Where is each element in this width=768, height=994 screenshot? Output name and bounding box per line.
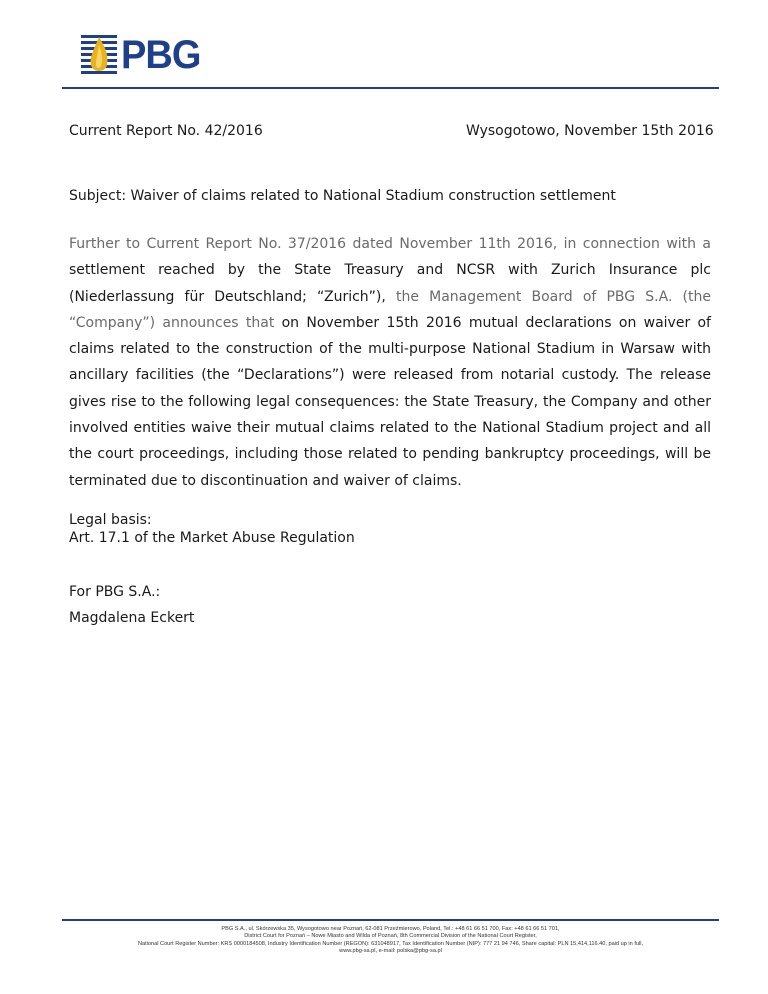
body-text-intro: Further to Current Report No. 37/2016 dated November 11th 2016, in connection with a (69, 236, 711, 252)
signature-for: For PBG S.A.: (69, 584, 161, 600)
report-number: Current Report No. 42/2016 (69, 123, 263, 139)
footer-registration: National Court Register Number: KRS 0000184508, Industry Identification Number (REGON): 631048917, Tax Identification Number (NIP): 777 21 94 746, Share capital: PLN 15,414,116.40, paid up in full, (137, 940, 644, 947)
body-paragraph (69, 231, 711, 494)
footer-court: District Court for Poznań – Nowe Miasto and Wilda of Poznań, 8th Commercial Division of the National Court Register, (244, 933, 537, 940)
body-text-details: on November 15th 2016 mutual declarations on waiver of claims related to the construction of the multi-purpose National Stadium in Warsaw with ancillary facilities (the “Declarations”) were released from notarial custody. The release gives rise to the following legal consequences: the State Treasury, the Company and other involved entities waive their mutual claims related to the National Stadium project and all the court proceedings, including those related to pending bankruptcy proceedings, will be terminated due to discontinuation and waiver of claims. (69, 314, 711, 489)
footer-divider (62, 919, 719, 921)
legal-basis-text: Art. 17.1 of the Market Abuse Regulation (69, 530, 355, 546)
footer (62, 926, 719, 956)
legal-basis-label: Legal basis: (69, 512, 152, 528)
body-text-settlement: settlement reached by the State Treasury and NCSR with Zurich Insurance plc (Niederlassung für Deutschland; “Zurich”), (69, 262, 711, 305)
footer-address: PBG S.A., ul. Skórzewska 35, Wysogotowo near Poznań, 62-081 Przeźmierowo, Poland, Tel.: +48 61 66 51 700, Fax: +48 61 66 51 701, (221, 926, 560, 932)
footer-contact: www.pbg-sa.pl, e-mail: polska@pbg-sa.pl (339, 948, 442, 955)
signature-name: Magdalena Eckert (69, 610, 195, 626)
header-divider (62, 87, 719, 89)
body-text-announcement: the Management Board of PBG S.A. (the “Company”) announces that (69, 288, 711, 331)
logo-flame-icon (81, 33, 117, 77)
legal-basis (69, 511, 355, 547)
logo-wordmark: PBG (121, 33, 201, 77)
place-and-date: Wysogotowo, November 15th 2016 (466, 123, 714, 139)
company-logo (81, 33, 203, 77)
subject-line: Subject: Waiver of claims related to National Stadium construction settlement (69, 188, 616, 204)
